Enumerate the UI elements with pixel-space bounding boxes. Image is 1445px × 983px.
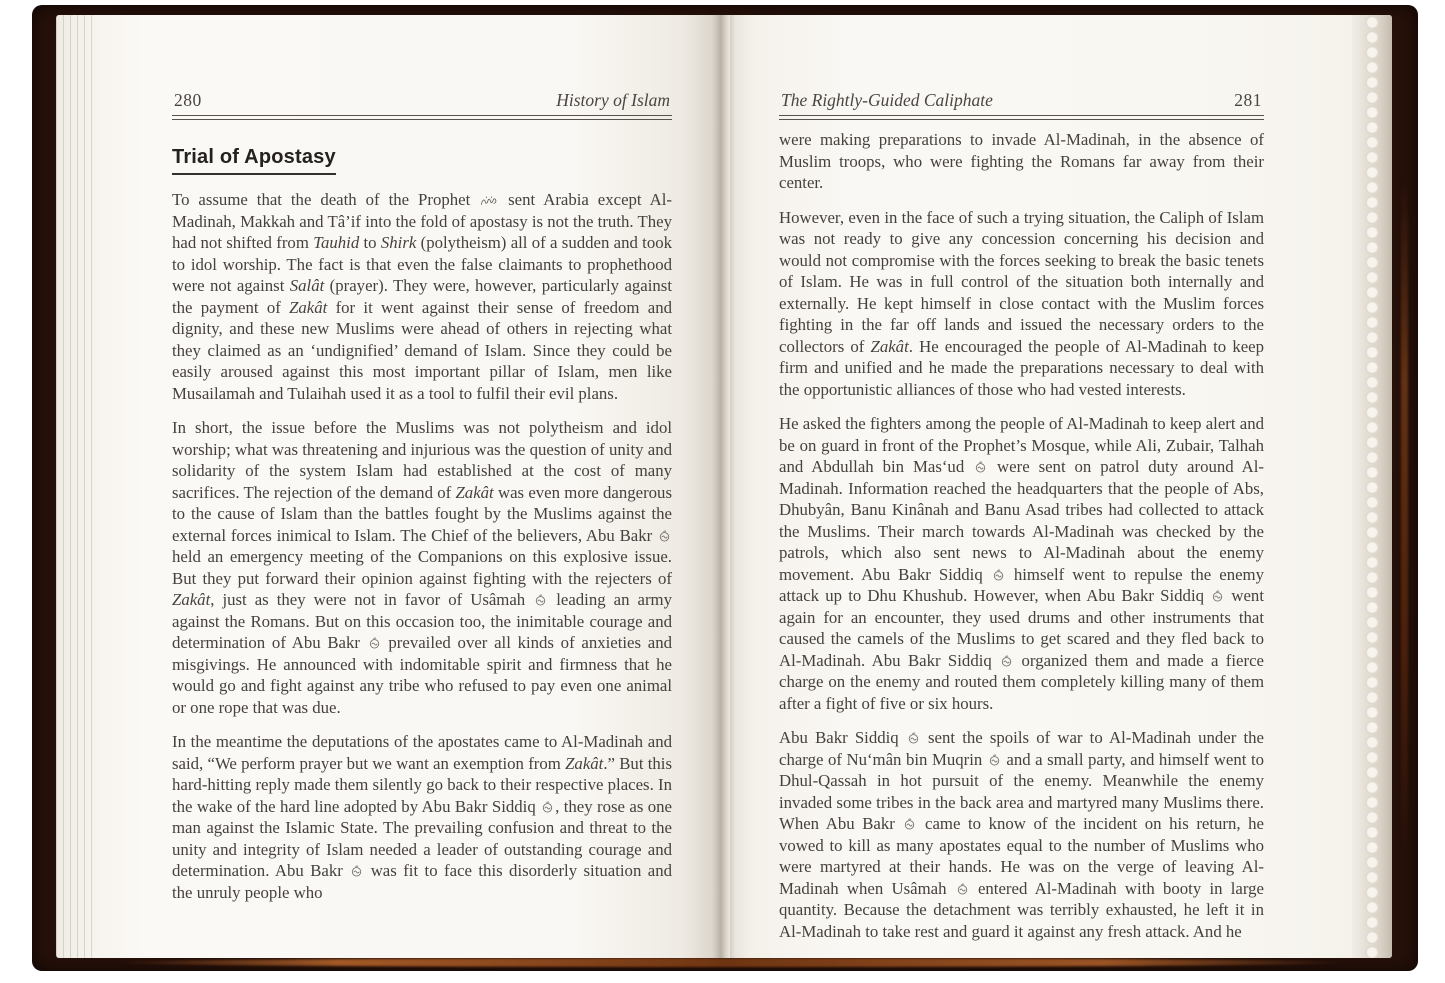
right-page-stack-edge <box>1352 15 1392 958</box>
ra-honorific-icon <box>657 530 672 543</box>
page-left-body <box>172 189 672 903</box>
paragraph: were making preparations to invade Al-Madinah, in the absence of Muslim troops, who were fighting the Romans far away from their center. <box>779 130 1264 192</box>
running-title-left: History of Islam <box>556 90 670 110</box>
paragraph: In the meantime the deputations of the apostates came to Al-Madinah and said, “We perform prayer but we want an exemption from Zakât.” But this hard-hitting reply made them silently go back to their respective places. In the wake of the hard line adopted by Abu Bakr Siddiq , they rose as one man against the Islamic State. The prevailing confusion and threat to the unity and integrity of Islam needed a leader of outstanding courage and determination. Abu Bakr was fit to face this disorderly situation and the unruly people who <box>172 732 672 902</box>
ra-honorific-icon <box>349 865 364 878</box>
running-title-right: The Rightly-Guided Caliphate <box>781 90 993 110</box>
header-rule-left <box>172 115 672 120</box>
ra-honorific-icon <box>999 655 1014 668</box>
ra-honorific-icon <box>973 461 988 474</box>
ra-honorific-icon <box>987 754 1002 767</box>
ra-honorific-icon <box>533 594 548 607</box>
ra-honorific-icon <box>955 883 970 896</box>
book-cover <box>32 5 1418 971</box>
ra-honorific-icon <box>991 569 1006 582</box>
ra-honorific-icon <box>1210 590 1225 603</box>
paragraph: He asked the fighters among the people of Al-Madinah to keep alert and be on guard in front of the Prophet’s Mosque, while Ali, Zubair, Talhah and Abdullah bin Mas‘ud were sent on patrol duty around Al-Madinah. Information reached the headquarters that the people of Abs, Dhubyân, Banu Kinânah and Banu Asad tribes had collected to attack the Muslims. Their march towards Al-Madinah was checked by the patrols, which also sent news to Al-Madinah about the enemy movement. Abu Bakr Siddiq himself went to repulse the enemy attack up to Dhu Khushub. However, when Abu Bakr Siddiq went again for an encounter, they used drums and other instruments that caused the camels of the Muslims to get scared and they fled back to Al-Madinah. Abu Bakr Siddiq organized them and made a fierce charge on the enemy and routed them completely killing many of them after a fight of five or six hours. <box>779 414 1264 713</box>
paragraph: However, even in the face of such a trying situation, the Caliph of Islam was not ready to give any concession concerning his decision and would not compromise with the forces seeking to break the basic tenets of Islam. He was in full control of the situation both internally and externally. He kept himself in close contact with the Muslim forces fighting in the far off lands and issued the necessary orders to the collectors of Zakât. He encouraged the people of Al-Madinah to keep firm and unified and he made the preparations necessary to deal with the opportunistic alliances of those who had vested interests. <box>779 207 1264 399</box>
section-heading-text: Trial of Apostasy <box>172 146 336 175</box>
ra-honorific-icon <box>540 801 555 814</box>
paragraph: Abu Bakr Siddiq sent the spoils of war to Al-Madinah under the charge of Nu‘mân bin Muqrin and a small party, and himself went to Dhul-Qassah in hot pursuit of the enemy. Meanwhile the enemy invaded some tribes in the back area and martyred many Muslims there. When Abu Bakr came to know of the incident on his return, he vowed to kill as many apostates equal to the number of Muslims who were martyred at their hands. He was on the verge of leaving Al-Madinah when Usâmah entered Al-Madinah with booty in large quantity. Because the detachment was terribly exhausted, he left it in Al-Madinah to take rest and guard it against any fresh attack. And he <box>779 728 1265 941</box>
open-page-spread <box>56 15 1392 958</box>
page-left <box>56 15 716 958</box>
ra-honorific-icon <box>902 818 917 831</box>
page-number-left: 280 <box>174 90 202 110</box>
ra-honorific-icon <box>906 732 921 745</box>
page-right-header <box>779 90 1264 115</box>
header-rule-right <box>779 115 1264 120</box>
paragraph: To assume that the death of the Prophet sent Arabia except Al-Madinah, Makkah and Tâ’if into the fold of apostasy is not the truth. They had not shifted from Tauhid to Shirk (polytheism) all of a sudden and took to idol worship. The fact is that even the false claimants to prophethood were not against Salât (prayer). They were, however, particularly against the payment of Zakât for it went against their sense of freedom and dignity, and these new Muslims were ahead of others in rejecting what they claimed as an ‘undignified’ demand of Islam. Since they could be easily aroused against this most important pillar of Islam, men like Musailamah and Tulaihah used it as a tool to fulfil their evil plans. <box>172 190 673 403</box>
page-right <box>730 15 1392 958</box>
cover-bottom-highlight <box>115 958 1349 967</box>
book-gutter <box>716 15 730 958</box>
pbuh-honorific-icon <box>479 195 499 207</box>
page-left-header <box>172 90 672 115</box>
page-right-body <box>779 129 1264 942</box>
paragraph: In short, the issue before the Muslims was not polytheism and idol worship; what was threatening and injurious was the question of unity and solidarity of the system Islam had established at the cost of many sacrifices. The rejection of the demand of Zakât was even more dangerous to the cause of Islam than the battles fought by the Muslims against the external forces inimical to Islam. The Chief of the believers, Abu Bakr held an emergency meeting of the Companions on this explosive issue. But they put forward their opinion against fighting with the rejecters of Zakât, just as they were not in favor of Usâmah leading an army against the Romans. But on this occasion too, the inimitable courage and determination of Abu Bakr prevailed over all kinds of anxieties and misgivings. He announced with indomitable spirit and firmness that he would go and fight against any tribe who refused to pay even one animal or one rope that was due. <box>172 418 672 717</box>
page-number-right: 281 <box>1234 90 1262 110</box>
cover-right-highlight <box>1401 179 1408 855</box>
section-heading <box>172 146 672 175</box>
ra-honorific-icon <box>367 637 382 650</box>
